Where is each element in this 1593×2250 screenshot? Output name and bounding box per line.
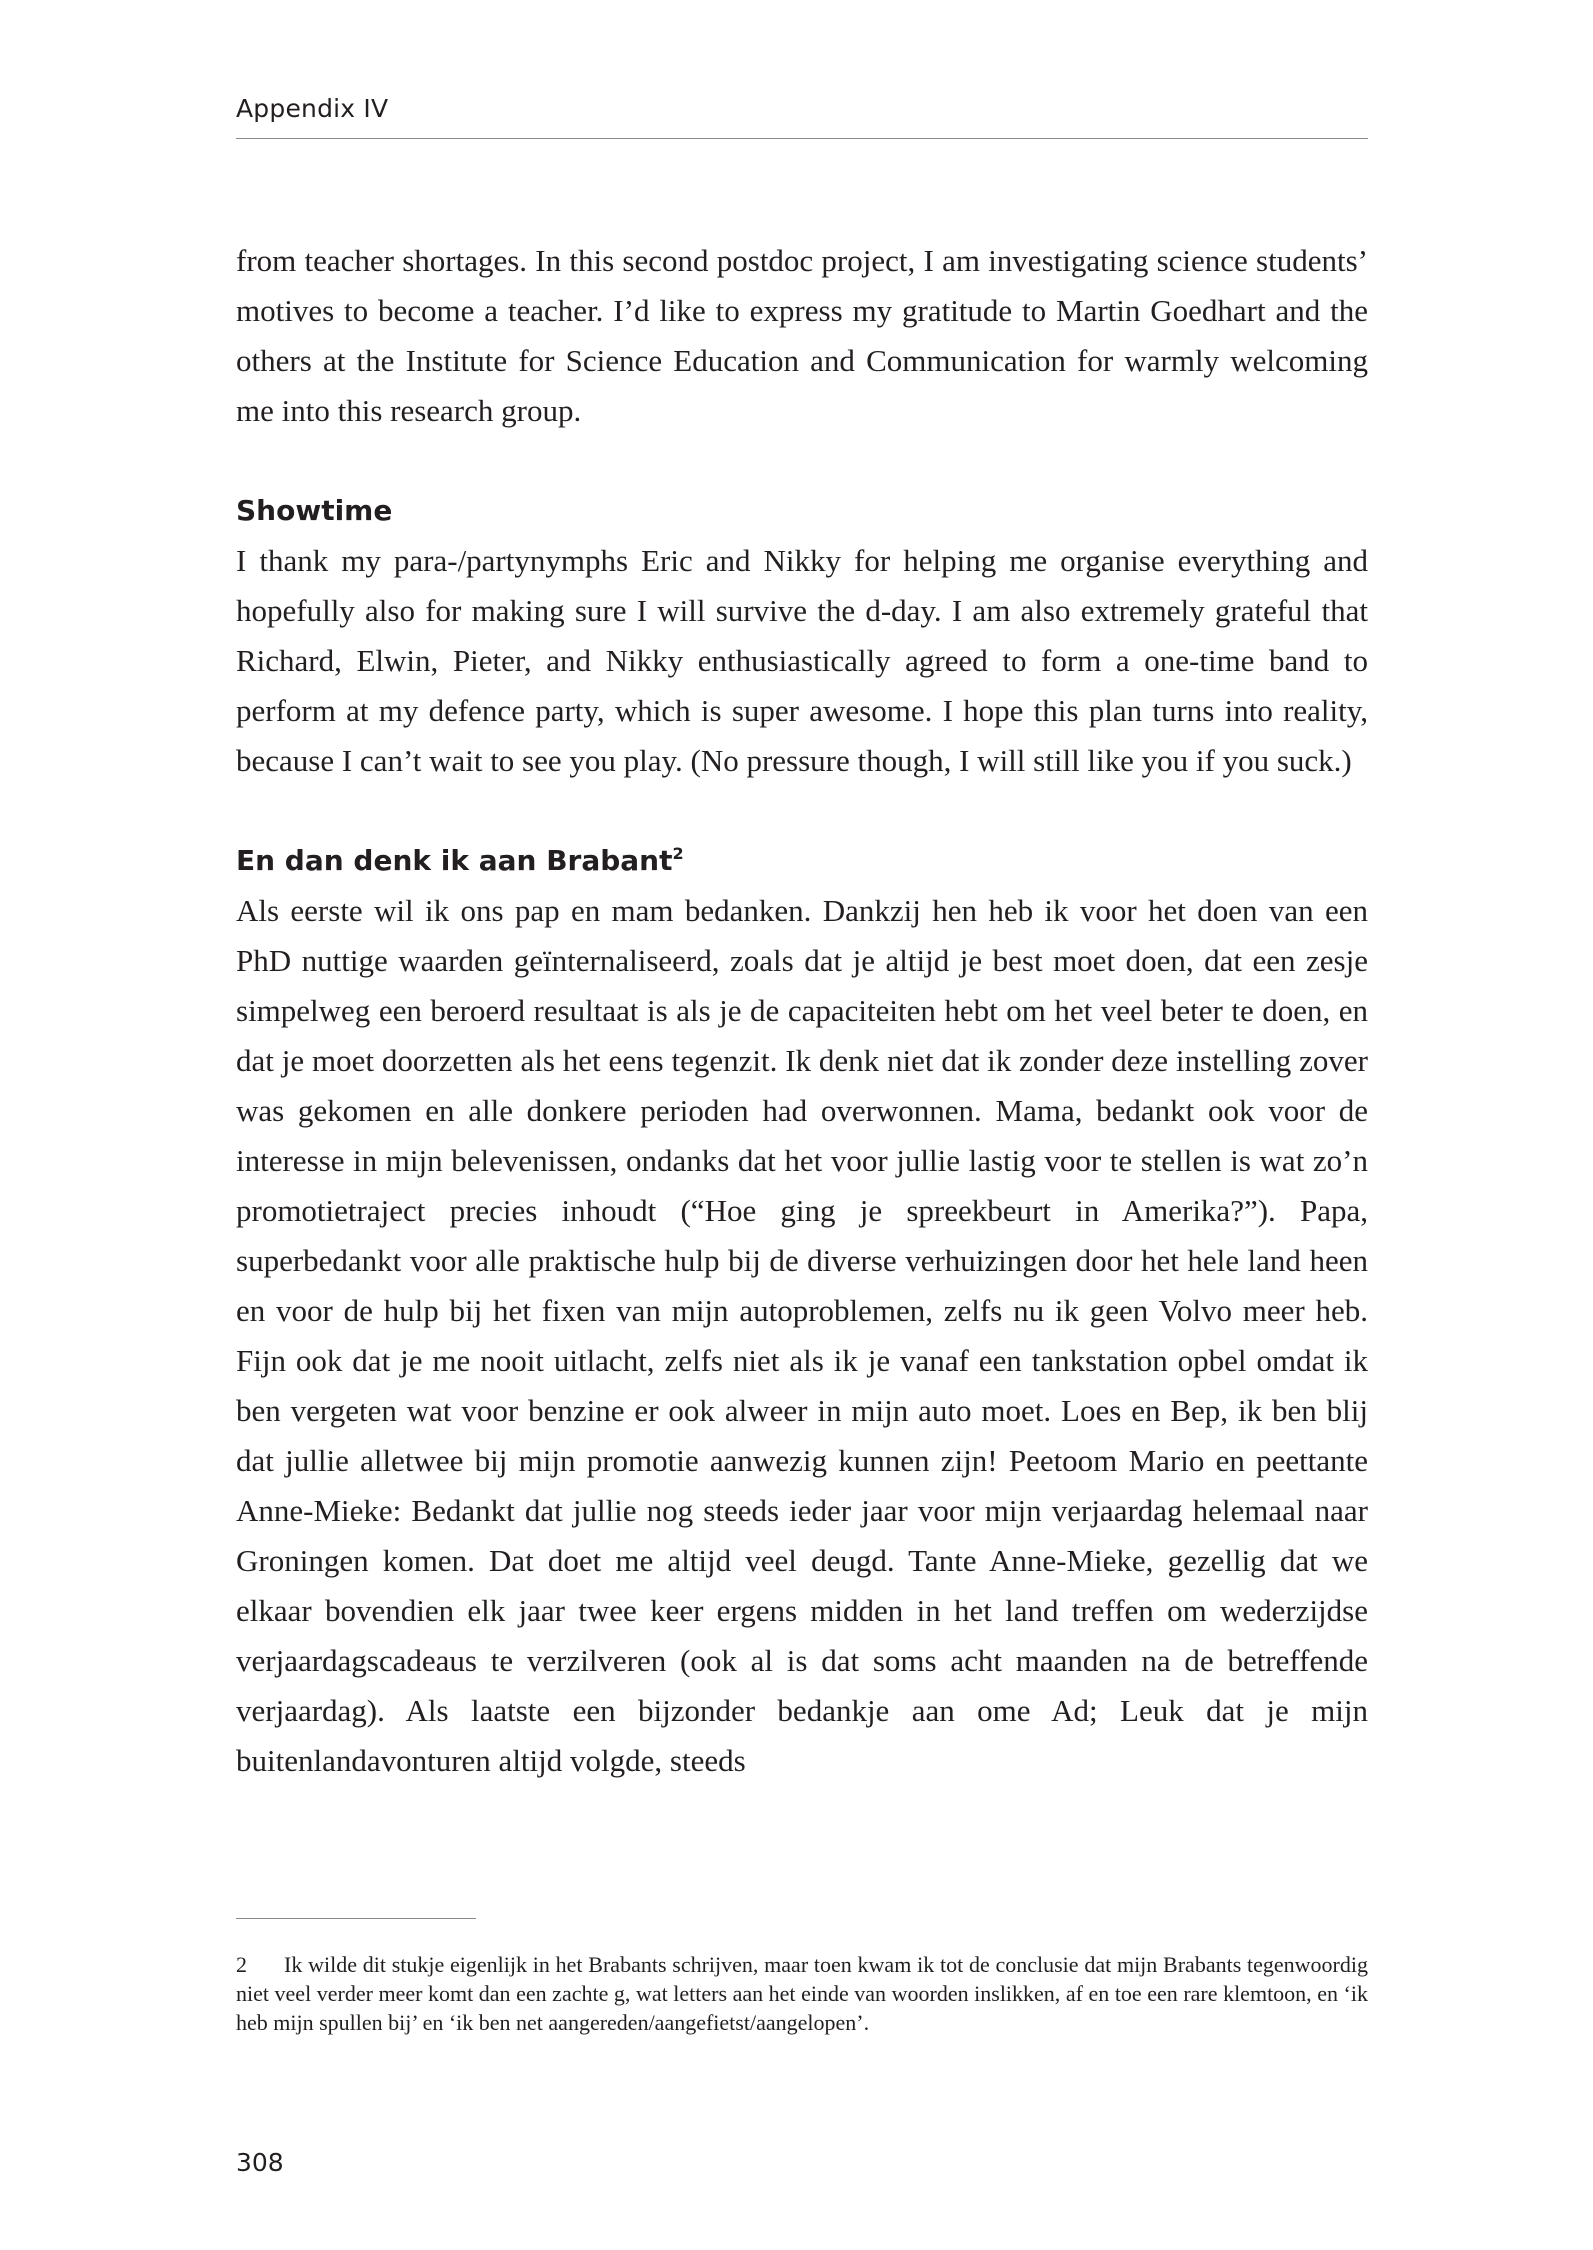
main-text <box>236 236 1368 1786</box>
section-spacer <box>236 786 1368 836</box>
running-header: Appendix IV <box>236 94 389 123</box>
section-heading-brabant-text: En dan denk ik aan Brabant <box>236 844 673 877</box>
section-heading-brabant <box>236 836 1368 886</box>
section-paragraph-brabant: Als eerste wil ik ons pap en mam bedanken. Dankzij hen heb ik voor het doen van een PhD nuttige waarden geïnternaliseerd, zoals dat je altijd je best moet doen, dat een zesje simpelweg een beroerd resultaat is als je de capaciteiten hebt om het veel beter te doen, en dat je moet doorzetten als het eens tegenzit. Ik denk niet dat ik zonder deze instelling zover was gekomen en alle donkere perioden had overwonnen. Mama, bedankt ook voor de interesse in mijn belevenissen, ondanks dat het voor jullie lastig voor te stellen is wat zo’n promotietraject precies inhoudt (“Hoe ging je spreekbeurt in Amerika?”). Papa, superbedankt voor alle praktische hulp bij de diverse verhuizingen door het hele land heen en voor de hulp bij het fixen van mijn autoproblemen, zelfs nu ik geen Volvo meer heb. Fijn ook dat je me nooit uitlacht, zelfs niet als ik je vanaf een tankstation opbel omdat ik ben vergeten wat voor benzine er ook alweer in mijn auto moet. Loes en Bep, ik ben blij dat jullie alletwee bij mijn promotie aanwezig kunnen zijn! Peetoom Mario en peettante Anne-Mieke: Bedankt dat jullie nog steeds ieder jaar voor mijn verjaardag helemaal naar Groningen komen. Dat doet me altijd veel deugd. Tante Anne-Mieke, gezellig dat we elkaar bovendien elk jaar twee keer ergens midden in het land treffen om wederzijdse verjaardagscadeaus te verzilveren (ook al is dat soms acht maanden na de betreffende verjaardag). Als laatste een bijzonder bedankje aan ome Ad; Leuk dat je mijn buitenlandavonturen altijd volgde, steeds <box>236 893 1368 1778</box>
footnote-text: Ik wilde dit stukje eigenlijk in het Brabants schrijven, maar toen kwam ik tot de conclusie dat mijn Brabants tegenwoordig niet veel verder meer komt dan een zachte g, wat letters aan het einde van woorden inslikken, af en toe een rare klemtoon, en ‘ik heb mijn spullen bij’ en ‘ik ben net aangereden/aangefietst/aangelopen’. <box>236 1952 1368 2035</box>
page-number: 308 <box>236 2148 284 2177</box>
footnote-divider <box>236 1918 476 1919</box>
section-spacer <box>236 436 1368 486</box>
footnote <box>236 1950 1368 2037</box>
footnote-reference[interactable]: 2 <box>672 843 684 863</box>
section-heading-showtime: Showtime <box>236 494 393 527</box>
intro-paragraph: from teacher shortages. In this second postdoc project, I am investigating science students’ motives to become a teacher. I’d like to express my gratitude to Martin Goedhart and the others at the Institute for Science Education and Communication for warmly welcoming me into this research group. <box>236 243 1368 428</box>
header-divider <box>236 138 1368 139</box>
section-paragraph-showtime: I thank my para-/partynymphs Eric and Nikky for helping me organise everything and hopefully also for making sure I will survive the d-day. I am also extremely grateful that Richard, Elwin, Pieter, and Nikky enthusiastically agreed to form a one-time band to perform at my defence party, which is super awesome. I hope this plan turns into reality, because I can’t wait to see you play. (No pressure though, I will still like you if you suck.) <box>236 543 1368 778</box>
footnote-number: 2 <box>236 1952 247 1977</box>
